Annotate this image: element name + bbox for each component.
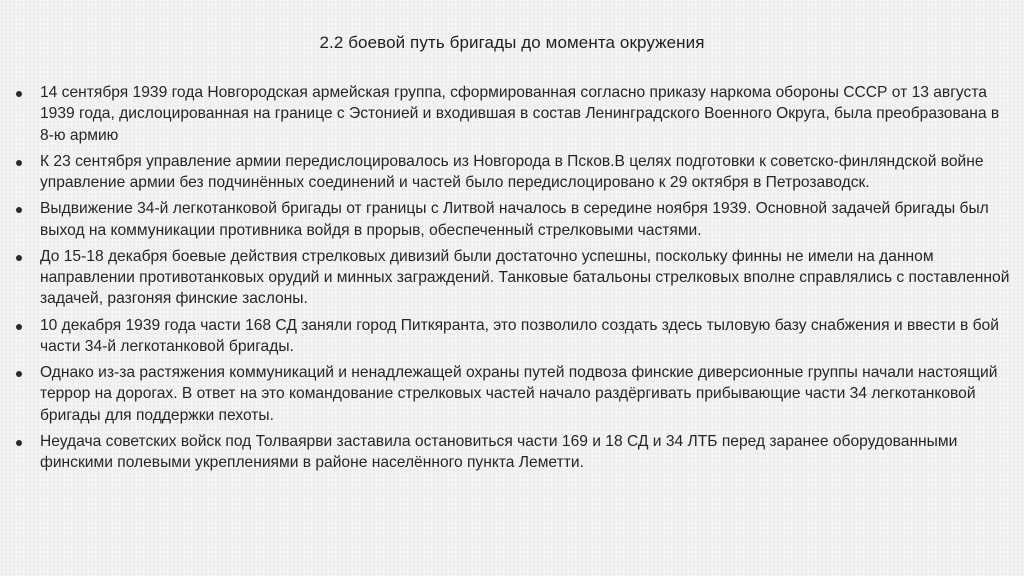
list-item (16, 315, 1014, 358)
bullet-text: До 15-18 декабря боевые действия стрелковых дивизий были достаточно успешны, поскольку финны не имели на данном направлении противотанковых орудий и минных заграждений. Танковые батальоны стрелковых вполне справлялись с поставленной задачей, разгоняя финские заслоны. (40, 247, 1010, 308)
bullet-icon (16, 91, 22, 97)
bullet-list (16, 82, 1014, 478)
bullet-text: 10 декабря 1939 года части 168 СД заняли город Питкяранта, это позволило создать здесь тыловую базу снабжения и ввести в бой части 34-й легкотанковой бригады. (40, 316, 999, 355)
list-item (16, 151, 1014, 194)
bullet-text: Выдвижение 34-й легкотанковой бригады от границы с Литвой началось в середине ноября 1939. Основной задачей бригады был выход на коммуникации противника войдя в прорыв, обеспеченный стрелковыми частями. (40, 200, 989, 239)
list-item (16, 362, 1014, 426)
bullet-text: К 23 сентября управление армии передислоцировалось из Новгорода в Псков.В целях подготовки к советско-финляндской войне управление армии без подчинённых соединений и частей было передислоцировано к 29 октября в Петрозаводск. (40, 152, 984, 192)
list-item (16, 431, 1014, 474)
list-item (16, 198, 1014, 241)
bullet-icon (16, 207, 22, 213)
bullet-icon (16, 371, 22, 377)
bullet-icon (16, 160, 22, 166)
bullet-icon (16, 255, 22, 261)
bullet-text: Однако из-за растяжения коммуникаций и ненадлежащей охраны путей подвоза финские диверсионные группы начали настоящий террор на дорогах. В ответ на это командование стрелковых частей начало раздёргивать прибывающие части 34 легкотанковой бригады для поддержки пехоты. (40, 364, 998, 424)
bullet-icon (16, 440, 22, 446)
bullet-text: 14 сентября 1939 года Новгородская армейская группа, сформированная согласно приказу наркома обороны СССР от 13 августа 1939 года, дислоцированная на границе с Эстонией и входившая в состав Ленинградского Военного Округа, была преобразована в 8-ю армию (40, 84, 1000, 144)
list-item (16, 246, 1014, 310)
bullet-text: Неудача советских войск под Толваярви заставила остановиться части 169 и 18 СД и 34 ЛТБ перед заранее оборудованными финскими полевыми укреплениями в районе населённого пункта Леметти. (40, 432, 958, 472)
bullet-icon (16, 324, 22, 330)
list-item (16, 82, 1014, 146)
slide-title: 2.2 боевой путь бригады до момента окружения (319, 33, 705, 52)
